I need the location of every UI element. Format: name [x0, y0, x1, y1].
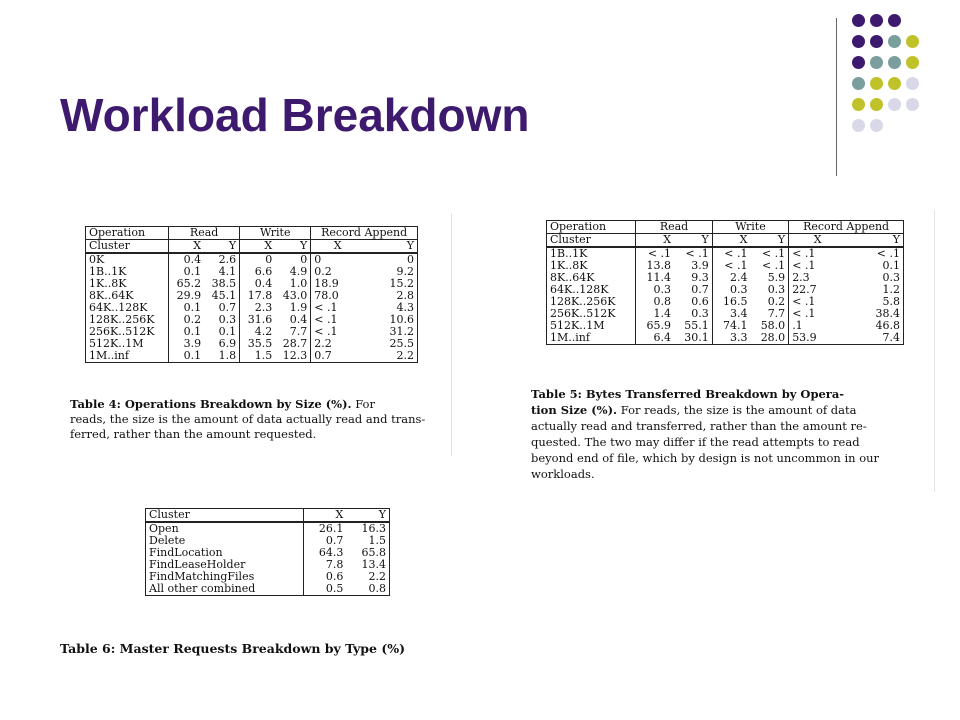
table-cell: FindMatchingFiles: [146, 571, 304, 583]
table-cell: Cluster: [547, 234, 636, 248]
table-cell: 12.3: [275, 350, 311, 363]
decorative-dot: [852, 77, 865, 90]
decorative-dot: [852, 14, 865, 27]
table-cell: 6.9: [204, 338, 240, 350]
table-cell: 0.4: [254, 277, 273, 290]
table-cell: FindLeaseHolder: [146, 559, 304, 571]
table-cell: 0.1: [183, 265, 202, 278]
table5-caption-text-4: quested. The two may differ if the read attempts to read: [531, 435, 860, 449]
decorative-dot: [870, 56, 883, 69]
title-divider-line: [836, 18, 837, 176]
table5-caption-text-3: actually read and transferred, rather than the amount re-: [531, 419, 867, 433]
table-cell: 30.1: [674, 332, 712, 345]
table-cell: 28.7: [275, 338, 311, 350]
table-cell: 22.7: [792, 283, 817, 296]
table-cell: 26.1: [318, 522, 344, 535]
table-cell: 0.8: [653, 295, 672, 308]
table-cell: 31.2: [389, 325, 414, 338]
table-cell: 0.1: [882, 259, 900, 272]
table-row: [547, 320, 904, 332]
table-cell: Record Append: [311, 227, 418, 240]
table-cell: Delete: [146, 535, 304, 547]
table-cell: 45.1: [204, 290, 240, 302]
table6-caption: [60, 641, 490, 656]
figure-edge: [934, 210, 935, 492]
table-cell: < .1: [876, 247, 900, 260]
table-cell: 7.7: [275, 326, 311, 338]
table-cell: 4.9: [275, 266, 311, 278]
table-cell: 0.1: [183, 349, 202, 362]
table-cell: < .1: [647, 247, 672, 260]
table-cell: Y: [204, 240, 240, 254]
slide-title: Workload Breakdown: [60, 89, 530, 141]
table-cell: 38.5: [204, 278, 240, 290]
table6-figure: [60, 505, 490, 665]
table-cell: Y: [346, 509, 389, 523]
table-cell: 7.7: [750, 308, 788, 320]
table6: [145, 508, 390, 596]
table-cell: 0.3: [729, 283, 748, 296]
table-cell: 2.2: [314, 337, 332, 350]
decorative-dot: [852, 119, 865, 132]
table-cell: 2.3: [254, 301, 273, 314]
table-cell: 0.7: [314, 349, 332, 362]
table-cell: Read: [636, 221, 712, 234]
table-cell: 0.8: [368, 582, 386, 595]
table-cell: < .1: [314, 301, 338, 314]
table-cell: 0: [407, 253, 414, 266]
table-cell: 8K..64K: [86, 290, 169, 302]
table-cell: 2.3: [792, 271, 810, 284]
table-cell: 9.3: [674, 272, 712, 284]
table-cell: Cluster: [86, 240, 169, 254]
table-cell: 74.1: [722, 319, 748, 332]
decorative-dot: [906, 77, 919, 90]
table-cell: Open: [146, 522, 304, 535]
table-cell: 11.4: [646, 271, 672, 284]
table-cell: 0.4: [183, 253, 202, 266]
table-cell: FindLocation: [146, 547, 304, 559]
table-cell: Operation: [86, 227, 169, 240]
table-cell: 25.5: [389, 337, 414, 350]
table-cell: 0: [275, 253, 311, 266]
decorative-dot: [852, 98, 865, 111]
table-cell: 3.9: [183, 337, 202, 350]
table-row: [547, 260, 904, 272]
table-cell: 43.0: [275, 290, 311, 302]
table-cell: 13.8: [646, 259, 672, 272]
table-cell: 46.8: [875, 319, 900, 332]
table-cell: < .1: [724, 259, 748, 272]
table-cell: X: [636, 234, 674, 248]
table-row: [86, 350, 418, 363]
table-cell: X: [789, 234, 846, 248]
table-row: [86, 338, 418, 350]
table-cell: 6.6: [254, 265, 273, 278]
table4-caption-text-1: For: [355, 397, 375, 411]
decorative-dot: [888, 98, 901, 111]
table-cell: Read: [169, 227, 240, 240]
table-cell: 0.2: [183, 313, 202, 326]
table-cell: < .1: [314, 313, 338, 326]
table-header-row: [547, 221, 904, 234]
table5-caption-text-5: beyond end of file, which by design is not uncommon in our: [531, 451, 880, 465]
table5-figure: [527, 210, 935, 492]
table-cell: 15.2: [389, 277, 414, 290]
decorative-dot: [888, 77, 901, 90]
table-cell: 4.2: [254, 325, 273, 338]
table5: [546, 220, 904, 345]
table-cell: 512K..1M: [86, 338, 169, 350]
table-cell: 0.3: [653, 283, 672, 296]
table5-caption-label-1: Table 5: Bytes Transferred Breakdown by Opera-: [531, 387, 845, 401]
table-cell: 256K..512K: [86, 326, 169, 338]
table-cell: 1B..1K: [86, 266, 169, 278]
table-cell: 31.6: [247, 313, 273, 326]
table-cell: 0.1: [183, 325, 202, 338]
table-cell: 65.8: [361, 546, 386, 559]
table-cell: 0.1: [204, 326, 240, 338]
table-cell: 0: [265, 253, 273, 266]
table5-caption: [531, 386, 926, 482]
table-cell: Write: [712, 221, 788, 234]
table4-caption-label: Table 4: Operations Breakdown by Size (%).: [70, 397, 352, 411]
table-cell: 1K..8K: [86, 278, 169, 290]
table4-caption: [70, 397, 445, 442]
table5-caption-text-2: For reads, the size is the amount of data: [620, 403, 857, 417]
table-cell: 1.5: [254, 349, 273, 362]
table-cell: 1.4: [653, 307, 672, 320]
decorative-dot: [906, 98, 919, 111]
table-cell: 35.5: [247, 337, 273, 350]
table4: [85, 226, 418, 363]
table-cell: < .1: [792, 295, 816, 308]
table-cell: 1.8: [204, 350, 240, 363]
table-cell: 128K..256K: [86, 314, 169, 326]
table-cell: 0.6: [674, 296, 712, 308]
table-cell: 0.6: [325, 570, 344, 583]
table-cell: 0.7: [325, 534, 344, 547]
table-cell: 512K..1M: [547, 320, 636, 332]
table-cell: Y: [364, 240, 417, 254]
table-cell: 16.5: [722, 295, 748, 308]
table-header-row: [146, 509, 390, 523]
table-cell: 2.8: [396, 289, 414, 302]
table-cell: 0K: [86, 253, 169, 266]
table6-caption-label: Table 6: Master Requests Breakdown by Type (%): [60, 641, 406, 656]
table-cell: 256K..512K: [547, 308, 636, 320]
table-cell: 1.2: [882, 283, 900, 296]
table-cell: 5.9: [750, 272, 788, 284]
decorative-dot: [888, 56, 901, 69]
table-cell: Write: [240, 227, 311, 240]
table-header-row: [86, 240, 418, 254]
decorative-dot: [870, 14, 883, 27]
table-cell: 4.3: [396, 301, 414, 314]
table-cell: 78.0: [314, 289, 339, 302]
decorative-dot: [852, 35, 865, 48]
table-cell: Y: [674, 234, 712, 248]
table-cell: 29.9: [176, 289, 202, 302]
table-cell: 1.9: [275, 302, 311, 314]
table-cell: < .1: [750, 247, 788, 260]
decorative-dot: [888, 35, 901, 48]
table-cell: 2.6: [204, 253, 240, 266]
table-cell: 3.3: [729, 331, 748, 344]
table-cell: Operation: [547, 221, 636, 234]
table-cell: 53.9: [792, 331, 817, 344]
table-cell: < .1: [792, 307, 816, 320]
table-cell: 64.3: [318, 546, 344, 559]
table-cell: < .1: [792, 259, 816, 272]
decorative-dot: [870, 77, 883, 90]
figure-edge: [451, 213, 452, 456]
table-cell: 7.4: [882, 331, 900, 344]
table-cell: 18.9: [314, 277, 339, 290]
table-header-row: [86, 227, 418, 240]
table-cell: 6.4: [653, 331, 672, 344]
decorative-dot-grid: [852, 14, 952, 154]
table5-caption-text-6: workloads.: [531, 467, 595, 481]
table-cell: 2.2: [368, 570, 386, 583]
table-cell: 1M..inf: [86, 350, 169, 363]
table-cell: 55.1: [674, 320, 712, 332]
table-cell: 0.1: [183, 301, 202, 314]
table-cell: 58.0: [750, 320, 788, 332]
table-cell: 9.2: [396, 265, 414, 278]
table-cell: 28.0: [750, 332, 788, 345]
table5-caption-label-2: tion Size (%).: [531, 403, 618, 417]
table-cell: .1: [792, 319, 803, 332]
decorative-dot: [906, 56, 919, 69]
table-cell: 1.5: [368, 534, 386, 547]
table-cell: 0.5: [325, 582, 344, 595]
table-cell: All other combined: [146, 583, 304, 596]
table-cell: < .1: [792, 247, 816, 260]
table-cell: 5.8: [882, 295, 900, 308]
table-cell: 10.6: [389, 313, 414, 326]
table-cell: 0.2: [314, 265, 332, 278]
table-cell: X: [240, 240, 276, 254]
table-cell: 0.3: [204, 314, 240, 326]
table-cell: 0.7: [674, 284, 712, 296]
table-cell: 2.4: [729, 271, 748, 284]
table-row: [146, 583, 390, 596]
table-cell: X: [712, 234, 750, 248]
table-cell: 65.9: [646, 319, 672, 332]
table-cell: 0.4: [275, 314, 311, 326]
table-cell: Cluster: [146, 509, 304, 523]
table-cell: 64K..128K: [547, 284, 636, 296]
table-row: [86, 253, 418, 266]
table-header-row: [547, 234, 904, 248]
table-row: [547, 332, 904, 345]
table-cell: 0.7: [204, 302, 240, 314]
table4-figure: [60, 213, 452, 456]
decorative-dot: [870, 119, 883, 132]
table-cell: 65.2: [176, 277, 202, 290]
table-cell: X: [311, 240, 364, 254]
table-cell: Y: [846, 234, 903, 248]
table-cell: 128K..256K: [547, 296, 636, 308]
table-cell: X: [169, 240, 205, 254]
decorative-dot: [870, 98, 883, 111]
decorative-dot: [906, 35, 919, 48]
table-cell: 64K..128K: [86, 302, 169, 314]
table-cell: 1.0: [275, 278, 311, 290]
table-cell: Record Append: [789, 221, 904, 234]
table-cell: 1K..8K: [547, 260, 636, 272]
table-cell: < .1: [314, 325, 338, 338]
table-cell: 0.3: [674, 308, 712, 320]
table-cell: 0: [314, 253, 322, 266]
table-row: [86, 266, 418, 278]
table-cell: < .1: [750, 260, 788, 272]
table-cell: < .1: [674, 247, 712, 260]
table-cell: Y: [275, 240, 311, 254]
table-cell: 3.4: [729, 307, 748, 320]
decorative-dot: [852, 56, 865, 69]
table-cell: 8K..64K: [547, 272, 636, 284]
table-cell: 16.3: [361, 522, 386, 535]
table-cell: < .1: [724, 247, 748, 260]
table-cell: 2.2: [396, 349, 414, 362]
table-cell: 1B..1K: [547, 247, 636, 260]
table-cell: 0.3: [882, 271, 900, 284]
table-cell: 1M..inf: [547, 332, 636, 345]
table4-caption-text-3: ferred, rather than the amount requested.: [70, 427, 317, 441]
table-cell: 0.2: [750, 296, 788, 308]
table-cell: 4.1: [204, 266, 240, 278]
table-cell: X: [303, 509, 346, 523]
decorative-dot: [888, 14, 901, 27]
table-cell: 3.9: [674, 260, 712, 272]
decorative-dot: [870, 35, 883, 48]
table-cell: 7.8: [325, 558, 344, 571]
table-cell: 0.3: [750, 284, 788, 296]
table-cell: 38.4: [875, 307, 900, 320]
table-cell: 17.8: [247, 289, 273, 302]
table-cell: 13.4: [361, 558, 386, 571]
table-cell: Y: [750, 234, 788, 248]
table4-caption-text-2: reads, the size is the amount of data actually read and trans-: [70, 412, 426, 426]
